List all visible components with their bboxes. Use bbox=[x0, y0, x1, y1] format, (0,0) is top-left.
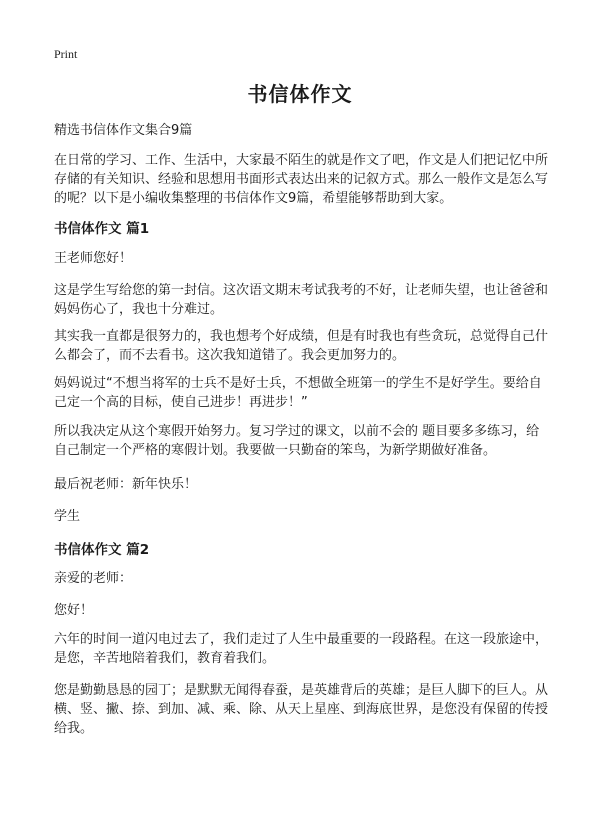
paragraph: 您好！ bbox=[54, 603, 94, 618]
paragraph: 王老师您好！ bbox=[54, 251, 133, 266]
paragraph: 这是学生写给您的第一封信。这次语文期末考试我考的不好，让老师失望，也让爸爸和妈妈伤心了，我也十分难过。 bbox=[54, 283, 549, 317]
paragraph: 其实我一直都是很努力的，我也想考个好成绩，但是有时我也有些贪玩，总觉得自己什么都会了，而不去看书。这次我知道错了。我会更加努力的。 bbox=[54, 329, 549, 363]
section-heading: 书信体作文 篇1 bbox=[54, 221, 150, 237]
paragraph: 六年的时间一道闪电过去了，我们走过了人生中最重要的一段路程。在这一段旅途中，是您，辛苦地陪着我们，教育着我们。 bbox=[54, 632, 549, 666]
paragraph: 所以我决定从这个寒假开始努力。复习学过的课文，以前不会的 题目要多多练习，给自己制定一个严格的寒假计划。我要做一只勤奋的笨鸟，为新学期做好准备。 bbox=[54, 424, 540, 458]
document-title: 书信体作文 bbox=[247, 82, 353, 106]
paragraph: 最后祝老师：新年快乐！ bbox=[54, 477, 198, 492]
section-heading: 书信体作文 篇2 bbox=[54, 542, 150, 558]
intro-paragraph: 在日常的学习、工作、生活中，大家最不陌生的就是作文了吧，作文是人们把记忆中所存储的有关知识、经验和思想用书面形式表达出来的记叙方式。那么一般作文是怎么写的呢？以下是小编收集整理的书信体作文9篇，希望能够帮助到大家。 bbox=[54, 153, 549, 206]
paragraph: 亲爱的老师： bbox=[54, 571, 133, 586]
paragraph: 学生 bbox=[54, 509, 81, 524]
paragraph: 妈妈说过“不想当将军的士兵不是好士兵，不想做全班第一的学生不是好学生。要给自己定一个高的目标，使自己进步！再进步！” bbox=[54, 376, 542, 410]
intro-subtitle: 精选书信体作文集合9篇 bbox=[54, 123, 193, 138]
paragraph: 您是勤勤恳恳的园丁；是默默无闻得春蚕，是英雄背后的英雄；是巨人脚下的巨人。从横、竖、撇、捺、到加、减、乘、除、从天上星座、到海底世界，是您没有保留的传授给我。 bbox=[54, 683, 549, 736]
print-label[interactable]: Print bbox=[54, 47, 78, 61]
